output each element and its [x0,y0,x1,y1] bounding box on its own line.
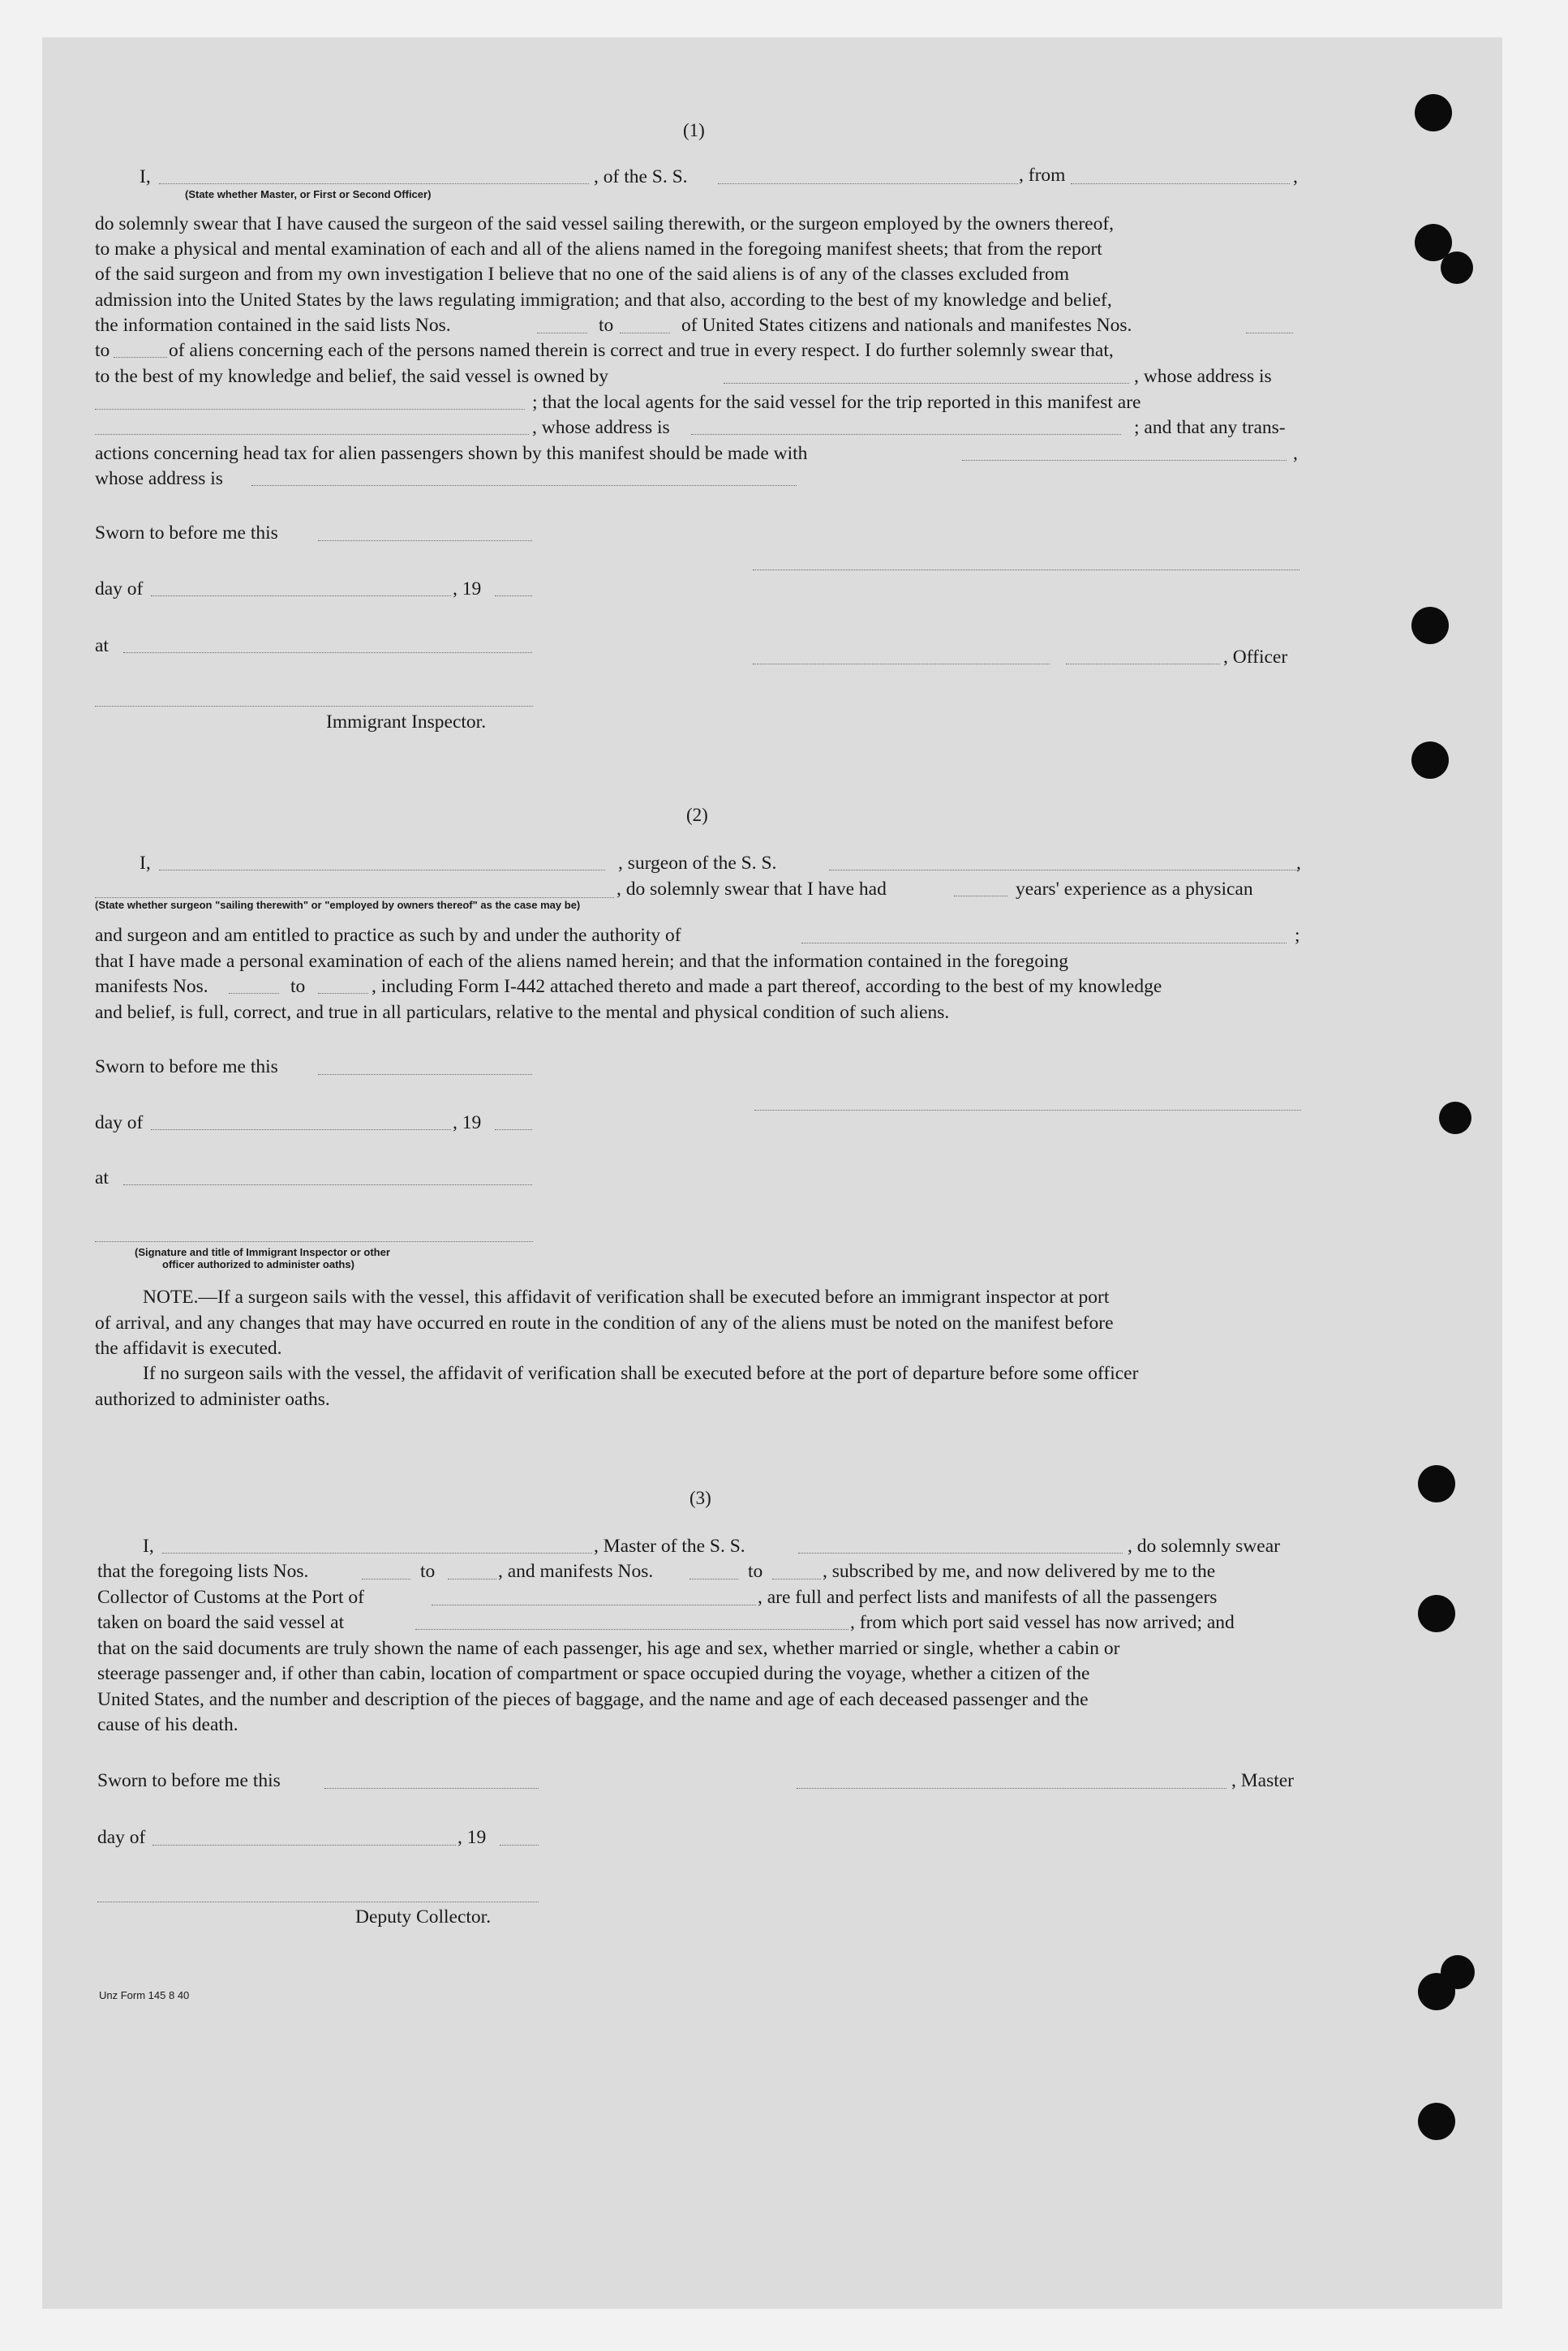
s2-sworn: Sworn to before me this [95,1056,278,1077]
s1-from-field[interactable] [1071,183,1290,184]
s2-note-5: authorized to administer oaths. [95,1389,330,1410]
s3-solemnly: , do solemnly swear [1128,1536,1280,1557]
s3-lists-from-field[interactable] [362,1579,410,1580]
s2-surgeon-note: (State whether surgeon "sailing therewith" or "employed by owners thereof" as the case may be) [95,899,581,911]
s3-day-of: day of [97,1827,146,1848]
s2-year-field[interactable] [495,1129,532,1130]
s2-sig-note-1: (Signature and title of Immigrant Inspector or other [135,1246,390,1258]
s3-day-field[interactable] [153,1845,456,1846]
s2-manifests-a: manifests Nos. [95,976,208,997]
s2-note-4: If no surgeon sails with the vessel, the affidavit of verification shall be executed before at the port of departure before some officer [143,1363,1139,1384]
s1-officer-note: (State whether Master, or First or Second Officer) [185,188,432,200]
s3-i: I, [143,1536,154,1557]
s1-line-3: of the said surgeon and from my own investigation I believe that no one of the said aliens is of any of the classes excluded from [95,264,1070,285]
s1-comma: , [1293,166,1298,187]
s3-manifests-from-field[interactable] [689,1579,738,1580]
s1-of-the-ss: , of the S. S. [594,166,688,187]
s1-to2: to [95,340,110,361]
s2-at-field[interactable] [123,1184,532,1185]
s2-day-of: day of [95,1112,144,1133]
s3-lists-d: to [748,1561,763,1582]
s1-whose-address-2: , whose address is [532,417,670,438]
s1-concerning: of aliens concerning each of the persons named therein is correct and true in every respect. I do further solemnly swear that, [169,340,1114,361]
binder-hole [1411,741,1449,779]
s2-exam: that I have made a personal examination of each of the aliens named herein; and that the information contained in the foregoing [95,951,1069,972]
s3-lists-c: , and manifests Nos. [498,1561,654,1582]
s1-owner-address-field[interactable] [95,409,525,410]
s1-i: I, [140,166,151,187]
binder-hole [1418,1595,1455,1632]
s3-from-which: , from which port said vessel has now arrived; and [850,1612,1235,1633]
s1-head-tax-address-field[interactable] [251,485,797,486]
section-3-number: (3) [689,1488,711,1508]
s3-manifests-to-field[interactable] [772,1579,821,1580]
s2-belief: and belief, is full, correct, and true in all particulars, relative to the mental and physical condition of such aliens. [95,1002,950,1023]
s1-whose-address-3: whose address is [95,468,223,489]
s3-master-of: , Master of the S. S. [594,1536,745,1557]
s1-line-1: do solemnly swear that I have caused the surgeon of the said vessel sailing therewith, or the surgeon employed by the owners thereof, [95,213,1115,234]
s2-nineteen: , 19 [453,1112,482,1133]
s3-line-4: cause of his death. [97,1714,238,1735]
s1-agents-address-field[interactable] [691,434,1121,435]
section-1-number: (1) [683,120,705,140]
s1-inspector: Immigrant Inspector. [326,711,487,733]
s3-master: , Master [1231,1770,1295,1791]
s1-agents-field[interactable] [95,434,529,435]
s3-lists-b: to [420,1561,436,1582]
s2-note-3: the affidavit is executed. [95,1338,282,1359]
section-2-number: (2) [686,805,708,825]
s2-sig-note-2: officer authorized to administer oaths) [162,1258,354,1270]
s1-signature-field[interactable] [753,569,1300,570]
s1-nineteen: , 19 [453,578,482,600]
s3-lists-to-field[interactable] [448,1579,496,1580]
binder-hole [1418,2103,1455,2140]
s1-any-trans: ; and that any trans- [1134,417,1286,438]
binder-hole [1418,1465,1455,1502]
s2-comma: , [1296,853,1301,874]
s3-lists-a: that the foregoing lists Nos. [97,1561,309,1582]
s2-signature-field[interactable] [754,1110,1301,1111]
s1-owned-by: to the best of my knowledge and belief, the said vessel is owned by [95,366,609,387]
s2-solemnly: , do solemnly swear that I have had [616,879,887,900]
s1-whose-address: , whose address is [1134,366,1272,387]
s2-sworn-field[interactable] [318,1074,532,1075]
s1-info-a: the information contained in the said lists Nos. [95,315,451,336]
binder-hole [1411,607,1449,644]
binder-hole [1441,251,1473,284]
s1-day-field[interactable] [151,595,451,596]
s3-lists-e: , subscribed by me, and now delivered by me to the [823,1561,1216,1582]
s2-surgeon-of: , surgeon of the S. S. [618,853,777,874]
s2-surgeon-type-field[interactable] [95,897,614,898]
s1-head-tax: actions concerning head tax for alien passengers shown by this manifest should be made with [95,443,808,464]
s3-sworn-field[interactable] [324,1788,539,1789]
s2-day-field[interactable] [151,1129,451,1130]
s3-vessel-field[interactable] [798,1553,1123,1554]
s1-from: , from [1019,165,1066,186]
s3-taken: taken on board the said vessel at [97,1612,345,1633]
s1-info-b: to [599,315,614,336]
s3-departure-field[interactable] [415,1629,848,1630]
s1-manifests-to-field[interactable] [114,357,167,358]
binder-hole [1439,1102,1471,1134]
s3-year-field[interactable] [500,1845,539,1846]
s3-nineteen: , 19 [458,1827,487,1848]
binder-hole [1418,1973,1455,2010]
s1-at: at [95,635,109,656]
s1-info-c: of United States citizens and nationals and manifestes Nos. [681,315,1132,336]
s2-semicolon: ; [1295,925,1300,946]
s1-at-field[interactable] [123,652,532,653]
s3-deputy: Deputy Collector. [355,1906,492,1928]
s2-manifests-from-field[interactable] [229,993,279,994]
s1-agents: ; that the local agents for the said vessel for the trip reported in this manifest are [532,392,1141,413]
s1-line-2: to make a physical and mental examination of each and all of the aliens named in the foregoing manifest sheets; that from the report [95,239,1102,260]
s1-head-tax-field[interactable] [962,460,1287,461]
s3-master-field[interactable] [162,1553,592,1554]
s1-officer: , Officer [1223,647,1288,668]
s2-at: at [95,1167,109,1188]
s1-sworn: Sworn to before me this [95,522,278,544]
s3-line-3: United States, and the number and description of the pieces of baggage, and the name and age of each deceased passenger and the [97,1689,1089,1710]
s1-inspector-field[interactable] [95,706,533,707]
s3-master-signature-field[interactable] [797,1788,1226,1789]
form-number: Unz Form 145 8 40 [99,1989,190,2001]
s3-line-1: that on the said documents are truly shown the name of each passenger, his age and sex, whether married or single, whether a cabin or [97,1638,1120,1659]
s1-line-4: admission into the United States by the laws regulating immigration; and that also, according to the best of my knowledge and belief, [95,290,1112,311]
s1-day-of: day of [95,578,144,600]
s3-line-2: steerage passenger and, if other than cabin, location of compartment or space occupied during the voyage, whether a citizen of the [97,1663,1090,1684]
s2-manifests-b: to [290,976,306,997]
s1-vessel-field[interactable] [718,183,1018,184]
s2-manifests-c: , including Form I-442 attached thereto and made a part thereof, according to the best of my knowledge [372,976,1162,997]
s3-perfect: , are full and perfect lists and manifests of all the passengers [758,1587,1218,1608]
s2-i: I, [140,853,151,874]
s1-officer-field[interactable] [159,183,589,184]
s2-authority: and surgeon and am entitled to practice as such by and under the authority of [95,925,681,946]
s1-comma-2: , [1293,443,1298,464]
s2-inspector-field[interactable] [95,1241,533,1242]
s1-sworn-field[interactable] [318,540,532,541]
s3-sworn: Sworn to before me this [97,1770,281,1791]
s3-collector: Collector of Customs at the Port of [97,1587,364,1608]
s2-note-1: NOTE.—If a surgeon sails with the vessel, this affidavit of verification shall be executed before an immigrant inspector at port [143,1287,1110,1308]
s2-note-2: of arrival, and any changes that may have occurred en route in the condition of any of the aliens must be noted on the manifest before [95,1313,1114,1334]
binder-hole [1415,94,1452,131]
s1-owner-field[interactable] [724,383,1129,384]
s2-manifests-to-field[interactable] [318,993,368,994]
s2-years: years' experience as a physican [1016,879,1253,900]
s1-year-field[interactable] [495,595,532,596]
